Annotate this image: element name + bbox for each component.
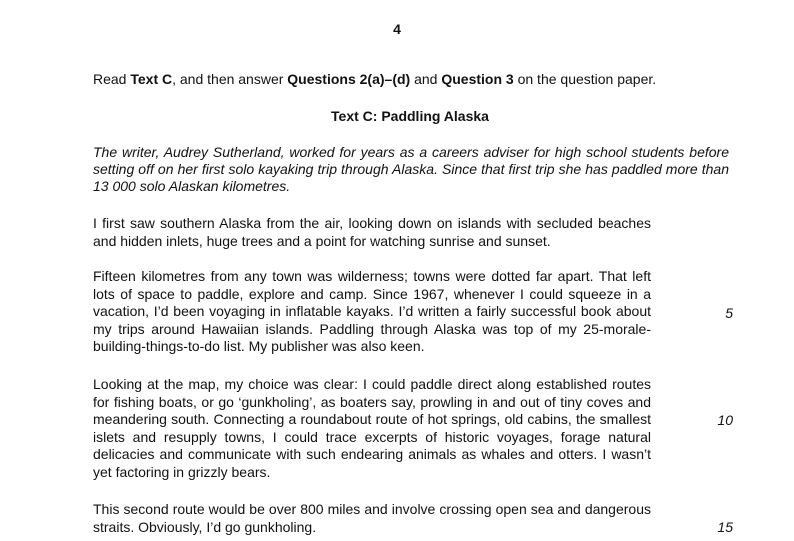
body-paragraph-4: This second route would be over 800 miles and involve crossing open sea and dangerous straits. Obviously, I’d go gunkholing. bbox=[93, 501, 651, 535]
question-reference: Question 3 bbox=[441, 71, 514, 87]
text-title: Text C: Paddling Alaska bbox=[331, 108, 489, 124]
instruction bbox=[93, 70, 733, 88]
instruction-text: and bbox=[410, 71, 442, 87]
body-paragraph-1: I first saw southern Alaska from the air, looking down on islands with secluded beaches and hidden inlets, huge trees and a point for watching sunrise and sunset. bbox=[93, 215, 651, 249]
line-number-15: 15 bbox=[717, 519, 733, 535]
question-reference: Questions 2(a)–(d) bbox=[287, 71, 411, 87]
instruction-text: , and then answer bbox=[172, 71, 288, 87]
instruction-text: on the question paper. bbox=[513, 71, 657, 87]
body-paragraph-2: Fifteen kilometres from any town was wilderness; towns were dotted far apart. That left lots of space to paddle, explore and camp. Since 1967, whenever I could squeeze in a vacation, I’d been voyaging in inflatable kayaks. I’d written a fairly successful book about my trips around Hawaiian islands. Paddling through Alaska was top of my 25-morale-building-things-to-do list. My publisher was also keen. bbox=[93, 268, 651, 354]
page-number: 4 bbox=[393, 21, 401, 37]
intro-paragraph: The writer, Audrey Sutherland, worked for years as a careers adviser for high school students before setting off on her first solo kayaking trip through Alaska. Since that first trip she has paddled more than 13 000 solo Alaskan kilometres. bbox=[93, 144, 729, 194]
instruction-text: Read bbox=[93, 71, 131, 87]
body-paragraph-3: Looking at the map, my choice was clear: I could paddle direct along established routes for fishing boats, or go ‘gunkholing’, as boaters say, prowling in and out of tiny coves and meandering south. Connecting a roundabout route of hot springs, old cabins, the smallest islets and resupply towns, I could trace excerpts of historic voyages, forage natural delicacies and communicate with such endearing animals as whales and otters. I wasn’t yet factoring in grizzly bears. bbox=[93, 376, 651, 480]
text-reference: Text C bbox=[130, 71, 173, 87]
line-number-10: 10 bbox=[717, 412, 733, 428]
line-number-5: 5 bbox=[725, 305, 733, 321]
